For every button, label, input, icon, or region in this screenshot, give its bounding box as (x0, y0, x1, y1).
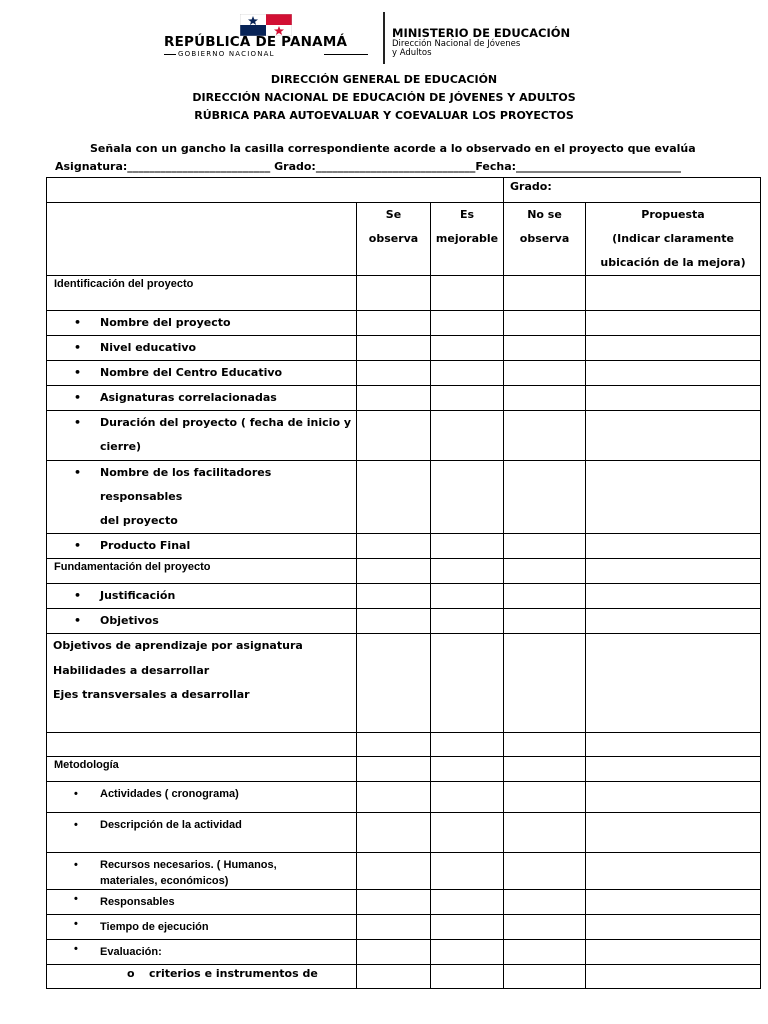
checkbox-cell[interactable] (357, 534, 431, 559)
list-item (47, 584, 357, 609)
col-header-es-mejorable (431, 203, 504, 276)
header-logo (160, 10, 610, 68)
propuesta-cell[interactable] (586, 915, 761, 940)
checkbox-cell[interactable] (504, 940, 586, 965)
propuesta-cell[interactable] (586, 757, 761, 782)
checkbox-cell[interactable] (504, 411, 586, 461)
col-header-no-se-observa (504, 203, 586, 276)
bullet-icon: • (74, 466, 82, 479)
logo-divider (383, 12, 385, 64)
checkbox-cell[interactable] (504, 757, 586, 782)
checkbox-cell[interactable] (357, 813, 431, 853)
bullet-icon: • (74, 788, 78, 800)
table-row (47, 361, 761, 386)
list-item (47, 336, 357, 361)
list-item (47, 940, 357, 965)
propuesta-cell[interactable] (586, 411, 761, 461)
checkbox-cell[interactable] (431, 534, 504, 559)
col-header-line: (Indicar claramente (612, 232, 734, 245)
checkbox-cell[interactable] (357, 361, 431, 386)
item-label: Evaluación: (100, 946, 162, 958)
checkbox-cell[interactable] (431, 559, 504, 584)
table-row (47, 940, 761, 965)
checkbox-cell[interactable] (357, 965, 431, 989)
table-row (47, 461, 761, 534)
checkbox-cell[interactable] (357, 890, 431, 915)
col-header-line: Se (385, 208, 402, 221)
list-item (47, 915, 357, 940)
bullet-icon: • (74, 893, 78, 905)
table-row (47, 915, 761, 940)
table-cell (47, 178, 504, 203)
bullet-icon: • (74, 943, 78, 955)
checkbox-cell[interactable] (504, 534, 586, 559)
checkbox-cell[interactable] (504, 276, 586, 311)
checkbox-cell[interactable] (504, 461, 586, 534)
checkbox-cell[interactable] (357, 853, 431, 890)
grado-cell: Grado: (504, 178, 761, 203)
item-label: Responsables (100, 896, 175, 908)
checkbox-cell[interactable] (357, 634, 431, 733)
list-item (47, 813, 357, 853)
ministry-subtitle-line: y Adultos (392, 48, 432, 58)
item-label: Objetivos (100, 614, 159, 627)
item-label: Ejes transversales a desarrollar (53, 688, 250, 701)
checkbox-cell[interactable] (431, 276, 504, 311)
table-cell (47, 733, 357, 757)
ministry-subtitle (392, 40, 552, 58)
checkbox-cell[interactable] (357, 782, 431, 813)
table-row (47, 534, 761, 559)
checkbox-cell[interactable] (431, 965, 504, 989)
checkbox-cell[interactable] (357, 461, 431, 534)
propuesta-cell[interactable] (586, 584, 761, 609)
item-label: Objetivos de aprendizaje por asignatura (53, 639, 303, 652)
title-line-2: DIRECCIÓN NACIONAL DE EDUCACIÓN DE JÓVENES Y ADULTOS (192, 91, 576, 104)
section-identificacion: Identificación del proyecto (47, 276, 357, 311)
checkbox-cell[interactable] (357, 757, 431, 782)
bullet-icon: • (74, 341, 82, 354)
table-row (47, 386, 761, 411)
checkbox-cell[interactable] (504, 965, 586, 989)
item-label: Justificación (100, 589, 176, 602)
checkbox-cell[interactable] (357, 609, 431, 634)
item-label: Producto Final (100, 539, 191, 552)
list-item (47, 461, 357, 534)
table-row (47, 609, 761, 634)
rubric-table (46, 177, 761, 989)
checkbox-cell[interactable] (431, 411, 504, 461)
checkbox-cell[interactable] (431, 890, 504, 915)
list-item (47, 965, 357, 989)
checkbox-cell[interactable] (357, 559, 431, 584)
table-row (47, 813, 761, 853)
checkbox-cell[interactable] (357, 584, 431, 609)
item-label: Nombre del Centro Educativo (100, 366, 283, 379)
section-row (47, 757, 761, 782)
checkbox-cell[interactable] (504, 559, 586, 584)
section-row (47, 559, 761, 584)
propuesta-cell[interactable] (586, 940, 761, 965)
propuesta-cell[interactable] (586, 634, 761, 733)
item-label: Nombre de los facilitadores responsables (100, 466, 272, 503)
table-row (47, 965, 761, 989)
item-label: Asignaturas correlacionadas (100, 391, 277, 404)
section-metodologia: Metodología (47, 757, 357, 782)
propuesta-cell[interactable] (586, 386, 761, 411)
bullet-icon: • (74, 539, 82, 552)
list-item (47, 890, 357, 915)
item-label: criterios e instrumentos de (149, 967, 318, 980)
bullet-icon: • (74, 589, 82, 602)
checkbox-cell[interactable] (431, 311, 504, 336)
section-row (47, 276, 761, 311)
checkbox-cell[interactable] (504, 361, 586, 386)
checkbox-cell[interactable] (504, 336, 586, 361)
checkbox-cell[interactable] (431, 584, 504, 609)
table-header-row (47, 203, 761, 276)
table-row (47, 311, 761, 336)
col-header-se-observa (357, 203, 431, 276)
checkbox-cell[interactable] (357, 940, 431, 965)
item-label: Recursos necesarios. ( Humanos, (100, 859, 277, 871)
checkbox-cell[interactable] (357, 386, 431, 411)
table-row (47, 733, 761, 757)
propuesta-cell[interactable] (586, 609, 761, 634)
checkbox-cell[interactable] (431, 336, 504, 361)
item-label: del proyecto (100, 514, 178, 527)
title-line-3: RÚBRICA PARA AUTOEVALUAR Y COEVALUAR LOS PROYECTOS (194, 109, 574, 122)
bullet-icon: • (74, 416, 82, 429)
checkbox-cell[interactable] (431, 733, 504, 757)
item-label: Nombre del proyecto (100, 316, 231, 329)
col-header-line: No se (527, 208, 562, 221)
section-fundamentacion: Fundamentación del proyecto (47, 559, 357, 584)
col-header-line: observa (519, 232, 570, 245)
fields-line: Asignatura:__________________________ Grado:_____________________________Fecha:______________________________ (55, 160, 682, 173)
ministry-subtitle-line: Dirección Nacional de Jóvenes (392, 39, 521, 49)
government-label: GOBIERNO NACIONAL (178, 50, 275, 58)
table-row (47, 853, 761, 890)
propuesta-cell[interactable] (586, 965, 761, 989)
decor-line (164, 54, 176, 55)
propuesta-cell[interactable] (586, 559, 761, 584)
list-item (47, 853, 357, 890)
checkbox-cell[interactable] (504, 386, 586, 411)
checkbox-cell[interactable] (431, 940, 504, 965)
propuesta-cell[interactable] (586, 461, 761, 534)
item-label: materiales, económicos) (100, 875, 229, 887)
decor-line (324, 54, 368, 55)
bullet-icon: • (74, 391, 82, 404)
col-header-propuesta (586, 203, 761, 276)
checkbox-cell[interactable] (431, 609, 504, 634)
bullet-icon: • (74, 859, 78, 871)
ministry-name: MINISTERIO DE EDUCACIÓN (392, 26, 571, 40)
col-header-line: Propuesta (641, 208, 705, 221)
propuesta-cell[interactable] (586, 782, 761, 813)
propuesta-cell[interactable] (586, 336, 761, 361)
checkbox-cell[interactable] (504, 733, 586, 757)
checkbox-cell[interactable] (431, 461, 504, 534)
objectives-cell (47, 634, 357, 733)
checkbox-cell[interactable] (504, 782, 586, 813)
checkbox-cell[interactable] (504, 311, 586, 336)
propuesta-cell[interactable] (586, 311, 761, 336)
bullet-icon: • (74, 316, 82, 329)
table-row (47, 178, 761, 203)
item-label: cierre) (100, 440, 142, 453)
checkbox-cell[interactable] (504, 853, 586, 890)
checkbox-cell[interactable] (431, 813, 504, 853)
checkbox-cell[interactable] (504, 813, 586, 853)
checkbox-cell[interactable] (357, 733, 431, 757)
propuesta-cell[interactable] (586, 276, 761, 311)
country-name: REPÚBLICA DE PANAMÁ (164, 34, 348, 50)
panama-flag-icon (240, 14, 292, 36)
table-row (47, 336, 761, 361)
table-row (47, 634, 761, 733)
list-item (47, 609, 357, 634)
col-header-line: ubicación de la mejora) (600, 256, 746, 269)
checkbox-cell[interactable] (504, 915, 586, 940)
checkbox-cell[interactable] (431, 782, 504, 813)
bullet-icon: • (74, 614, 82, 627)
checkbox-cell[interactable] (431, 915, 504, 940)
checkbox-cell[interactable] (431, 757, 504, 782)
list-item (47, 361, 357, 386)
item-label: Tiempo de ejecución (100, 921, 209, 933)
checkbox-cell[interactable] (431, 853, 504, 890)
list-item (47, 411, 357, 461)
checkbox-cell[interactable] (504, 609, 586, 634)
list-item (47, 386, 357, 411)
propuesta-cell[interactable] (586, 733, 761, 757)
item-label: Habilidades a desarrollar (53, 663, 210, 677)
col-header-line: Es (459, 208, 475, 221)
propuesta-cell[interactable] (586, 853, 761, 890)
propuesta-cell[interactable] (586, 813, 761, 853)
checkbox-cell[interactable] (357, 276, 431, 311)
bullet-icon: • (74, 819, 78, 831)
table-cell (47, 203, 357, 276)
bullet-icon: • (74, 918, 78, 930)
checkbox-cell[interactable] (431, 634, 504, 733)
checkbox-cell[interactable] (357, 336, 431, 361)
checkbox-cell[interactable] (504, 584, 586, 609)
table-row (47, 584, 761, 609)
bullet-icon: • (74, 366, 82, 379)
item-label: Nivel educativo (100, 341, 197, 354)
list-item (47, 534, 357, 559)
propuesta-cell[interactable] (586, 534, 761, 559)
sub-bullet-icon: o (127, 967, 135, 980)
checkbox-cell[interactable] (357, 915, 431, 940)
checkbox-cell[interactable] (431, 361, 504, 386)
item-label: Duración del proyecto ( fecha de inicio y (100, 416, 351, 429)
propuesta-cell[interactable] (586, 890, 761, 915)
propuesta-cell[interactable] (586, 361, 761, 386)
col-header-line: mejorable (435, 232, 499, 245)
col-header-line: observa (368, 232, 419, 245)
item-label: Actividades ( cronograma) (100, 788, 239, 800)
checkbox-cell[interactable] (504, 634, 586, 733)
checkbox-cell[interactable] (431, 386, 504, 411)
instruction-text: Señala con un gancho la casilla correspondiente acorde a lo observado en el proyecto que evalúa (90, 142, 696, 155)
title-line-1: DIRECCIÓN GENERAL DE EDUCACIÓN (270, 73, 498, 86)
checkbox-cell[interactable] (504, 890, 586, 915)
table-row (47, 411, 761, 461)
table-row (47, 890, 761, 915)
document-titles (0, 71, 768, 125)
checkbox-cell[interactable] (357, 311, 431, 336)
list-item (47, 311, 357, 336)
list-item (47, 782, 357, 813)
item-label: Descripción de la actividad (100, 819, 242, 831)
table-row (47, 782, 761, 813)
checkbox-cell[interactable] (357, 411, 431, 461)
